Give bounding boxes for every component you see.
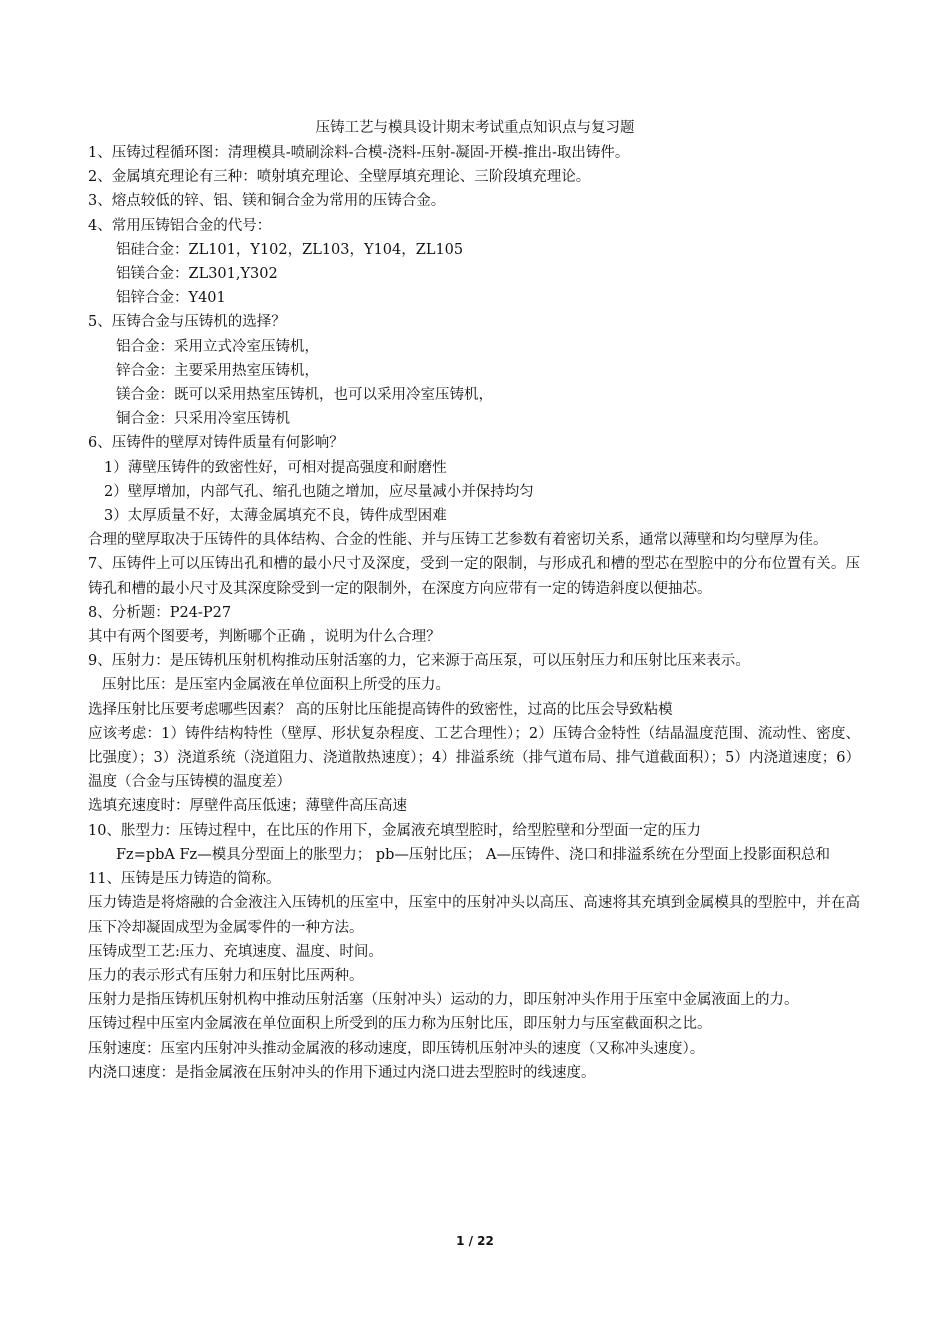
item-11-pressure-forms: 压力的表示形式有压射力和压射比压两种。	[88, 967, 364, 984]
item-2: 2、金属填充理论有三种：喷射填充理论、全壁厚填充理论、三阶段填充理论。	[88, 169, 591, 186]
item-4: 4、常用压铸铝合金的代号：	[88, 217, 272, 234]
document-body	[88, 141, 860, 1085]
item-4-sub-3: 铝锌合金：Y401	[116, 290, 226, 307]
item-10-formula: Fz=pbA Fz—模具分型面上的胀型力； pb—压射比压； A—压铸件、浇口和排溢系统在分型面上投影面积总和	[116, 846, 830, 863]
item-6-sub-1: 1）薄壁压铸件的致密性好，可相对提高强度和耐磨性	[104, 459, 447, 476]
item-8: 8、分析题：P24-P27	[88, 604, 232, 621]
item-6: 6、压铸件的壁厚对铸件质量有何影响？	[88, 435, 344, 452]
item-4-sub-2: 铝镁合金：ZL301,Y302	[116, 266, 278, 283]
item-11-definition: 压力铸造是将熔融的合金液注入压铸机的压室中，压室中的压射冲头以高压、高速将其充填到金属模具的型腔中，并在高压下冷却凝固成型为金属零件的一种方法。	[88, 895, 860, 936]
item-5-sub-1: 铝合金：采用立式冷室压铸机，	[116, 338, 319, 355]
item-11: 11、压铸是压力铸造的简称。	[88, 871, 281, 888]
item-1: 1、压铸过程循环图：清理模具-喷刷涂料-合模-浇料-压射-凝固-开模-推出-取出铸件。	[88, 145, 630, 161]
item-5-sub-2: 锌合金：主要采用热室压铸机，	[116, 362, 319, 379]
item-5: 5、压铸合金与压铸机的选择？	[88, 314, 286, 331]
item-11-gate-speed: 内浇口速度：是指金属液在压射冲头的作用下通过内浇口进去型腔时的线速度。	[88, 1064, 596, 1081]
item-11-injection-speed: 压射速度：压室内压射冲头推动金属液的移动速度，即压铸机压射冲头的速度（又称冲头速度）。	[88, 1040, 705, 1057]
page-number: 1 / 22	[456, 1234, 494, 1248]
item-6-sub-2: 2）壁厚增加，内部气孔、缩孔也随之增加，应尽量减小并保持均匀	[104, 483, 534, 500]
item-4-sub-1: 铝硅合金：ZL101，Y102，ZL103，Y104，ZL105	[116, 241, 464, 258]
item-5-sub-3: 镁合金：既可以采用热室压铸机，也可以采用冷室压铸机，	[116, 387, 493, 404]
item-8-note: 其中有两个图要考，判断哪个正确 ，说明为什么合理？	[88, 629, 441, 646]
item-9-filling-speed: 选填充速度时：厚壁件高压低速；薄壁件高压高速	[88, 798, 407, 815]
item-9: 9、压射力：是压铸机压射机构推动压射活塞的力，它来源于高压泵，可以压射压力和压射比压来表示。	[88, 653, 750, 670]
item-11-specific-pressure: 压铸过程中压室内金属液在单位面积上所受到的压力称为压射比压，即压射力与压室截面积之比。	[88, 1016, 712, 1033]
item-11-injection-force: 压射力是指压铸机压射机构中推动压射活塞（压射冲头）运动的力，即压射冲头作用于压室中金属液面上的力。	[88, 992, 799, 1009]
item-10: 10、胀型力：压铸过程中，在比压的作用下，金属液充填型腔时，给型腔壁和分型面一定的压力	[88, 822, 701, 839]
item-7: 7、压铸件上可以压铸出孔和槽的最小尺寸及深度，受到一定的限制，与形成孔和槽的型芯在型腔中的分布位置有关。压铸孔和槽的最小尺寸及其深度除受到一定的限制外，在深度方向应带有一定的铸造斜度以便抽芯。	[88, 556, 860, 597]
item-9-question: 选择压射比压要考虑哪些因素？ 高的压射比压能提高铸件的致密性，过高的比压会导致粘模	[88, 701, 673, 718]
item-3: 3、熔点较低的锌、铝、镁和铜合金为常用的压铸合金。	[88, 193, 446, 210]
item-6-sub-3: 3）太厚质量不好，太薄金属填充不良，铸件成型困难	[104, 508, 447, 525]
item-9-factors: 应该考虑：1）铸件结构特性（壁厚、形状复杂程度、工艺合理性）；2）压铸合金特性（结晶温度范围、流动性、密度、比强度）；3）浇道系统（浇道阻力、浇道散热速度）；4）排溢系统（排气道布局、排气道截面积）；5）内浇道速度；6）温度（合金与压铸模的温度差）	[88, 725, 860, 791]
item-11-process: 压铸成型工艺:压力、充填速度、温度、时间。	[88, 943, 383, 960]
item-5-sub-4: 铜合金：只采用冷室压铸机	[116, 411, 290, 428]
document-title: 压铸工艺与模具设计期末考试重点知识点与复习题	[315, 120, 635, 136]
item-9-specific-pressure: 压射比压：是压室内金属液在单位面积上所受的压力。	[102, 677, 450, 694]
paragraph-wall-thickness: 合理的壁厚取决于压铸件的具体结构、合金的性能、并与压铸工艺参数有着密切关系，通常以薄壁和均匀壁厚为佳。	[88, 532, 828, 549]
